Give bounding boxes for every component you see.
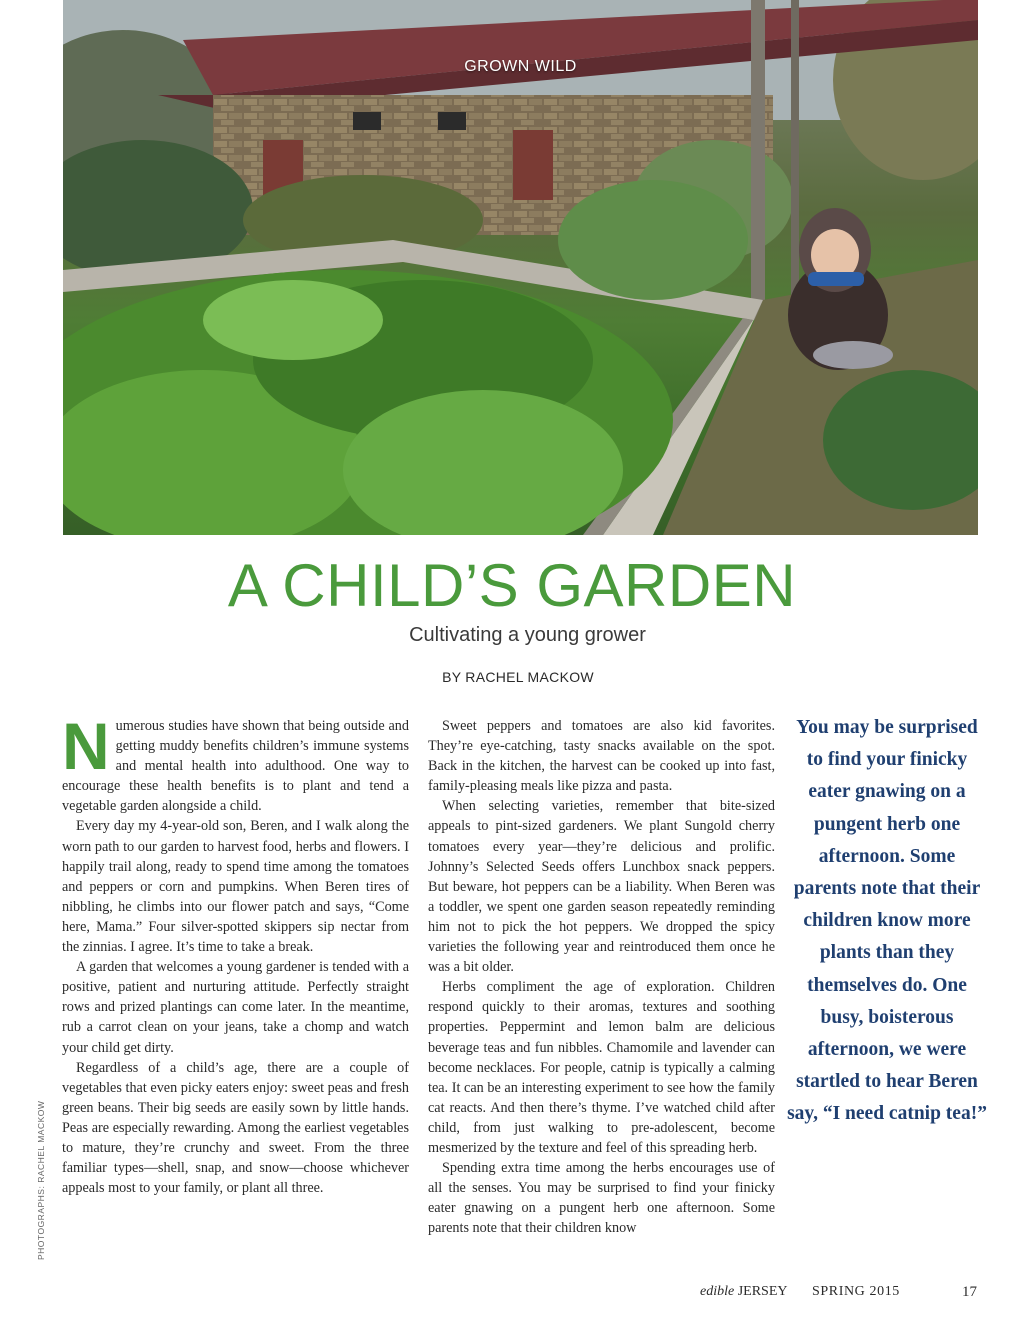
- body-column-2: [428, 716, 775, 1238]
- page-number: 17: [962, 1284, 977, 1300]
- article-byline: BY RACHEL MACKOW: [442, 669, 594, 685]
- article-subtitle: Cultivating a young grower: [409, 624, 646, 646]
- body-paragraph: Regardless of a child’s age, there are a couple of vegetables that even picky eaters enjoy: sweet peas and fresh green beans. Their big seeds are easily sown by little hands. Peas are especially rewarding. Among the earliest vegetables to mature, they’re crunchy and sweet. From the three familiar types—shell, snap, and snow—choose whichever appeals most to your family, or plant all three.: [62, 1059, 409, 1197]
- magazine-name-italic: edible: [700, 1284, 735, 1299]
- garden-illustration: [63, 0, 978, 535]
- body-paragraph: Every day my 4-year-old son, Beren, and I walk along the worn path to our garden to harvest food, herbs and flowers. I happily trail along, ready to spend time among the tomatoes and peppers or corn and pumpkins. When Beren tires of nibbling, he climbs into our flower patch and says, “Come here, Mama.” Four silver-spotted skippers sip nectar from the zinnias. I agree. It’s time to take a break.: [62, 818, 409, 956]
- hero-photo: [63, 0, 978, 535]
- body-paragraph: [62, 709, 409, 816]
- body-paragraph: Sweet peppers and tomatoes are also kid favorites. They’re eye-catching, tasty snacks available on the spot. Back in the kitchen, the harvest can be cooked up into fast, family-pleasing meals like pizza and pasta.: [428, 718, 775, 795]
- body-paragraph: A garden that welcomes a young gardener is tended with a positive, patient and nurturing attitude. Perfectly straight rows and prized plantings can come later. In the meantime, rub a carrot clean on your jeans, take a chomp and watch your child get dirty.: [62, 959, 409, 1056]
- body-paragraph: When selecting varieties, remember that bite-sized appeals to pint-sized gardeners. We plant Sungold cherry tomatoes every year—they’re delicious and prolific. Johnny’s Selected Seeds offers Lunchbox snack peppers. But beware, hot peppers can be a liability. When Beren was a toddler, we spent one garden season repeatedly reminding him not to pick the hot peppers. We dropped the spicy varieties the following year and reintroduced them once he was a bit older.: [428, 798, 775, 976]
- pull-quote: You may be surprised to find your finicky eater gnawing on a pungent herb one afternoon. Some parents note that their children know more plants than they themselves do. One busy, boisterous afternoon, we were startled to hear Beren say, “I need catnip tea!”: [787, 717, 987, 1125]
- drop-cap: N: [62, 709, 110, 783]
- footer-issue: SPRING 2015: [812, 1284, 900, 1299]
- photo-credit: PHOTOGRAPHS: RACHEL MACKOW: [36, 1100, 46, 1260]
- paragraph-text: umerous studies have shown that being outside and getting muddy benefits children’s immune systems and mental health into adulthood. One way to encourage these health benefits is to plant and tend a vegetable garden alongside a child.: [62, 718, 409, 815]
- footer-magazine-name: [700, 1282, 788, 1302]
- article-title: A CHILD’S GARDEN: [227, 552, 797, 619]
- section-label: GROWN WILD: [464, 58, 577, 75]
- magazine-name-rest: JERSEY: [734, 1284, 788, 1299]
- body-paragraph: Spending extra time among the herbs encourages use of all the senses. You may be surprised to find your finicky eater gnawing on a pungent herb one afternoon. Some parents note that their children know: [428, 1160, 775, 1237]
- body-column-1: [62, 709, 409, 1198]
- body-paragraph: Herbs compliment the age of exploration. Children respond quickly to their aromas, textures and soothing properties. Peppermint and lemon balm are delicious beverage teas and fun nibbles. Chamomile and lavender can become necklaces. For people, catnip is typically a calming tea. It can be an interesting experiment to see how the family cat reacts. And then there’s thyme. I’ve watched child after child, from just walking to pre-adolescent, become mesmerized by the texture and feel of this spreading herb.: [428, 979, 775, 1156]
